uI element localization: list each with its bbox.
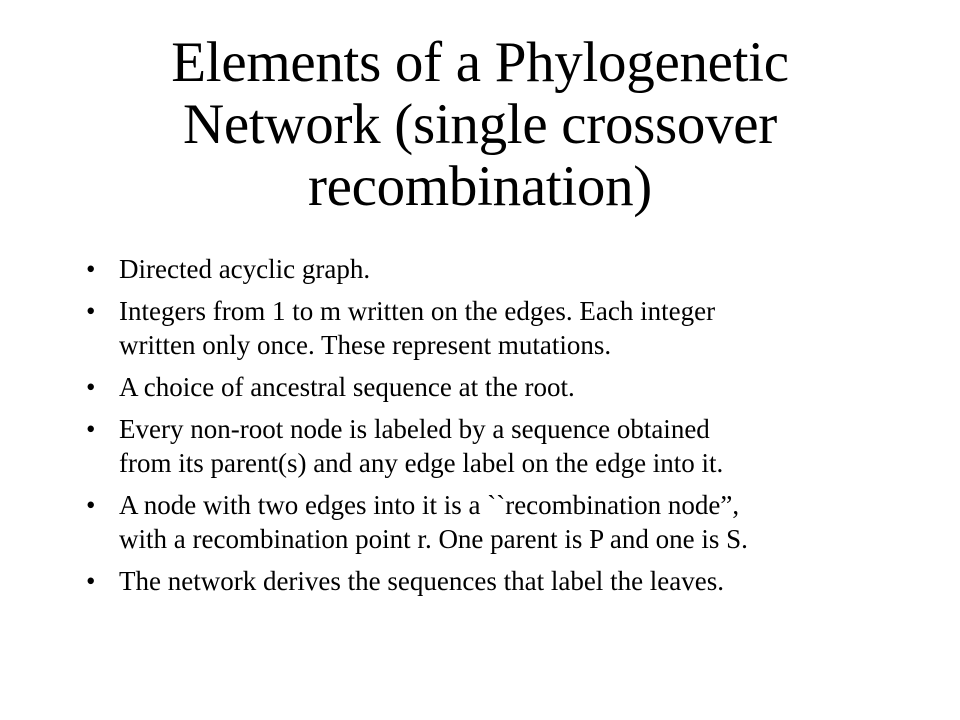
bullet-text: [119, 488, 910, 556]
bullet-line: Every non-root node is labeled by a sequence obtained: [119, 414, 710, 444]
bullet-text: [119, 412, 910, 480]
bullet-marker: •: [86, 372, 96, 402]
bullet-line: Directed acyclic graph.: [119, 254, 371, 284]
bullet-line: from its parent(s) and any edge label on the edge into it.: [119, 448, 724, 478]
bullet-marker: •: [86, 566, 96, 596]
bullet-text: [119, 294, 910, 362]
bullet-item: [80, 488, 910, 556]
bullet-text: [119, 564, 910, 598]
bullet-text: [119, 252, 910, 286]
bullet-line: A node with two edges into it is a ``recombination node”,: [119, 490, 740, 520]
bullet-line: A choice of ancestral sequence at the root.: [119, 372, 575, 402]
bullet-marker: •: [86, 414, 96, 444]
bullet-item: [80, 370, 910, 404]
bullet-marker: •: [86, 490, 96, 520]
title-line: recombination): [307, 155, 652, 218]
bullet-item: [80, 294, 910, 362]
bullet-item: [80, 252, 910, 286]
bullet-text: [119, 370, 910, 404]
bullet-list: [80, 252, 910, 606]
title-line: Network (single crossover: [182, 93, 777, 156]
bullet-line: Integers from 1 to m written on the edges. Each integer: [119, 296, 716, 326]
bullet-line: written only once. These represent mutations.: [119, 330, 612, 360]
slide-title: [60, 32, 900, 218]
bullet-item: [80, 564, 910, 598]
bullet-line: The network derives the sequences that label the leaves.: [119, 566, 725, 596]
bullet-marker: •: [86, 296, 96, 326]
bullet-line: with a recombination point r. One parent is P and one is S.: [119, 524, 748, 554]
title-line: Elements of a Phylogenetic: [171, 31, 789, 94]
bullet-item: [80, 412, 910, 480]
bullet-marker: •: [86, 254, 96, 284]
